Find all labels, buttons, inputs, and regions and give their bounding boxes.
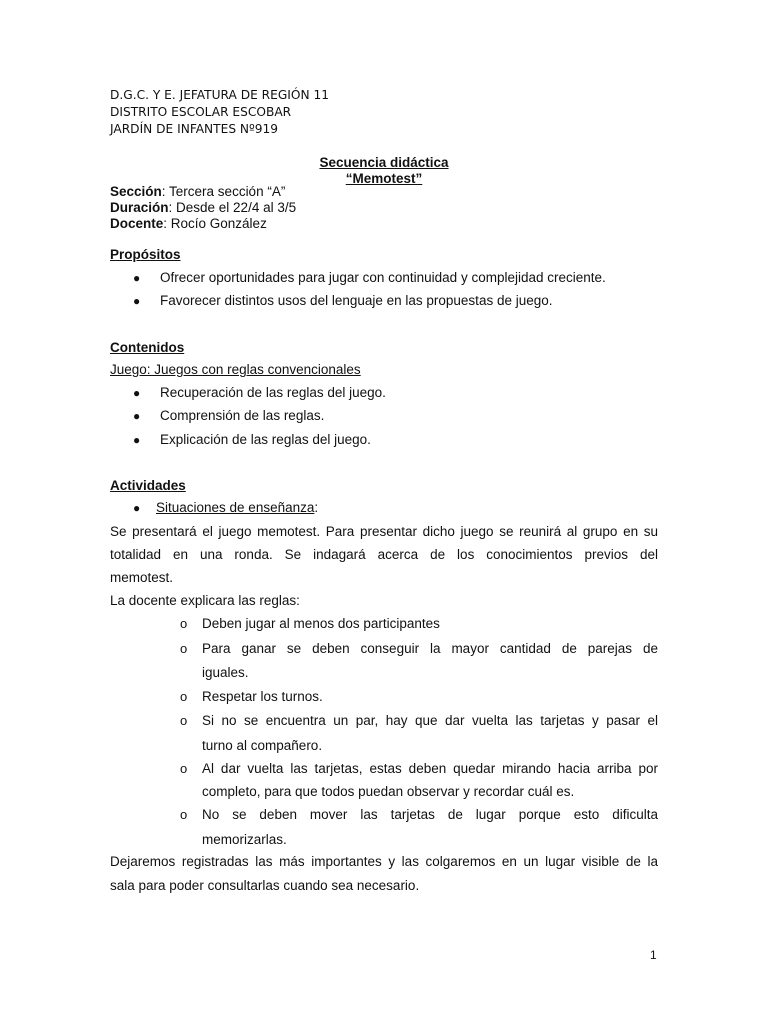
proposito-item: Favorecer distintos usos del lenguaje en las propuestas de juego. (160, 293, 553, 308)
regla-item: Si no se encuentra un par, hay que dar vuelta las tarjetas y pasar el (202, 713, 658, 728)
reglas-intro: La docente explicara las reglas: (110, 593, 300, 608)
circle-bullet-icon: o (180, 713, 188, 728)
header-line-2: DISTRITO ESCOLAR ESCOBAR (110, 105, 292, 119)
paragraph-2-line-2: sala para poder consultarlas cuando sea necesario. (110, 878, 420, 893)
contenido-item: Comprensión de las reglas. (160, 408, 325, 423)
regla-item-cont: memorizarlas. (202, 832, 287, 847)
contenido-item: Explicación de las reglas del juego. (160, 432, 371, 447)
contenido-item: Recuperación de las reglas del juego. (160, 385, 386, 400)
contenidos-subheading: Juego: Juegos con reglas convencionales (110, 362, 361, 377)
regla-item-cont: iguales. (202, 665, 249, 680)
title-line-1: Secuencia didáctica (319, 155, 449, 170)
duracion-value: : Desde el 22/4 al 3/5 (168, 200, 297, 215)
regla-item: Al dar vuelta las tarjetas, estas deben quedar mirando hacia arriba por (202, 761, 658, 776)
situaciones-colon: : (314, 500, 319, 515)
proposito-item: Ofrecer oportunidades para jugar con continuidad y complejidad creciente. (160, 270, 606, 285)
seccion-label: Sección (110, 184, 162, 199)
regla-item-cont: completo, para que todos puedan observar y recordar cuál es. (202, 784, 575, 799)
regla-item: Respetar los turnos. (202, 689, 323, 704)
bullet-icon: ● (133, 294, 141, 308)
page-number: 1 (650, 948, 657, 962)
docente-value: : Rocío González (163, 216, 267, 231)
info-docente (110, 216, 267, 232)
bullet-icon: ● (133, 501, 141, 515)
bullet-icon: ● (133, 409, 141, 423)
circle-bullet-icon: o (180, 641, 188, 656)
regla-item: Deben jugar al menos dos participantes (202, 616, 440, 631)
situaciones-line (156, 499, 318, 517)
bullet-icon: ● (133, 271, 141, 285)
paragraph-1-line-1: Se presentará el juego memotest. Para presentar dicho juego se reunirá al grupo en su (110, 524, 658, 539)
circle-bullet-icon: o (180, 689, 188, 704)
actividades-heading: Actividades (110, 478, 186, 493)
regla-item: No se deben mover las tarjetas de lugar porque esto dificulta (202, 807, 658, 822)
header-line-1: D.G.C. Y E. JEFATURA DE REGIÓN 11 (110, 88, 329, 102)
regla-item-cont: turno al compañero. (202, 738, 323, 753)
contenidos-heading: Contenidos (110, 340, 185, 355)
seccion-value: : Tercera sección “A” (161, 184, 286, 199)
duracion-label: Duración (110, 200, 169, 215)
title-line-2: “Memotest” (345, 171, 423, 186)
circle-bullet-icon: o (180, 807, 188, 822)
circle-bullet-icon: o (180, 616, 188, 631)
circle-bullet-icon: o (180, 761, 188, 776)
paragraph-1-line-2: totalidad en una ronda. Se indagará acerca de los conocimientos previos del (110, 547, 658, 562)
info-seccion (110, 184, 285, 200)
bullet-icon: ● (133, 386, 141, 400)
paragraph-2-line-1: Dejaremos registradas las más importantes y las colgaremos en un lugar visible de la (110, 854, 658, 869)
bullet-icon: ● (133, 433, 141, 447)
info-duracion (110, 200, 296, 216)
docente-label: Docente (110, 216, 164, 231)
situaciones-label: Situaciones de enseñanza (156, 500, 315, 515)
paragraph-1-line-3: memotest. (110, 570, 174, 585)
regla-item: Para ganar se deben conseguir la mayor cantidad de parejas de (202, 641, 658, 656)
propositos-heading: Propósitos (110, 247, 181, 262)
header-line-3: JARDÍN DE INFANTES Nº919 (110, 122, 279, 136)
